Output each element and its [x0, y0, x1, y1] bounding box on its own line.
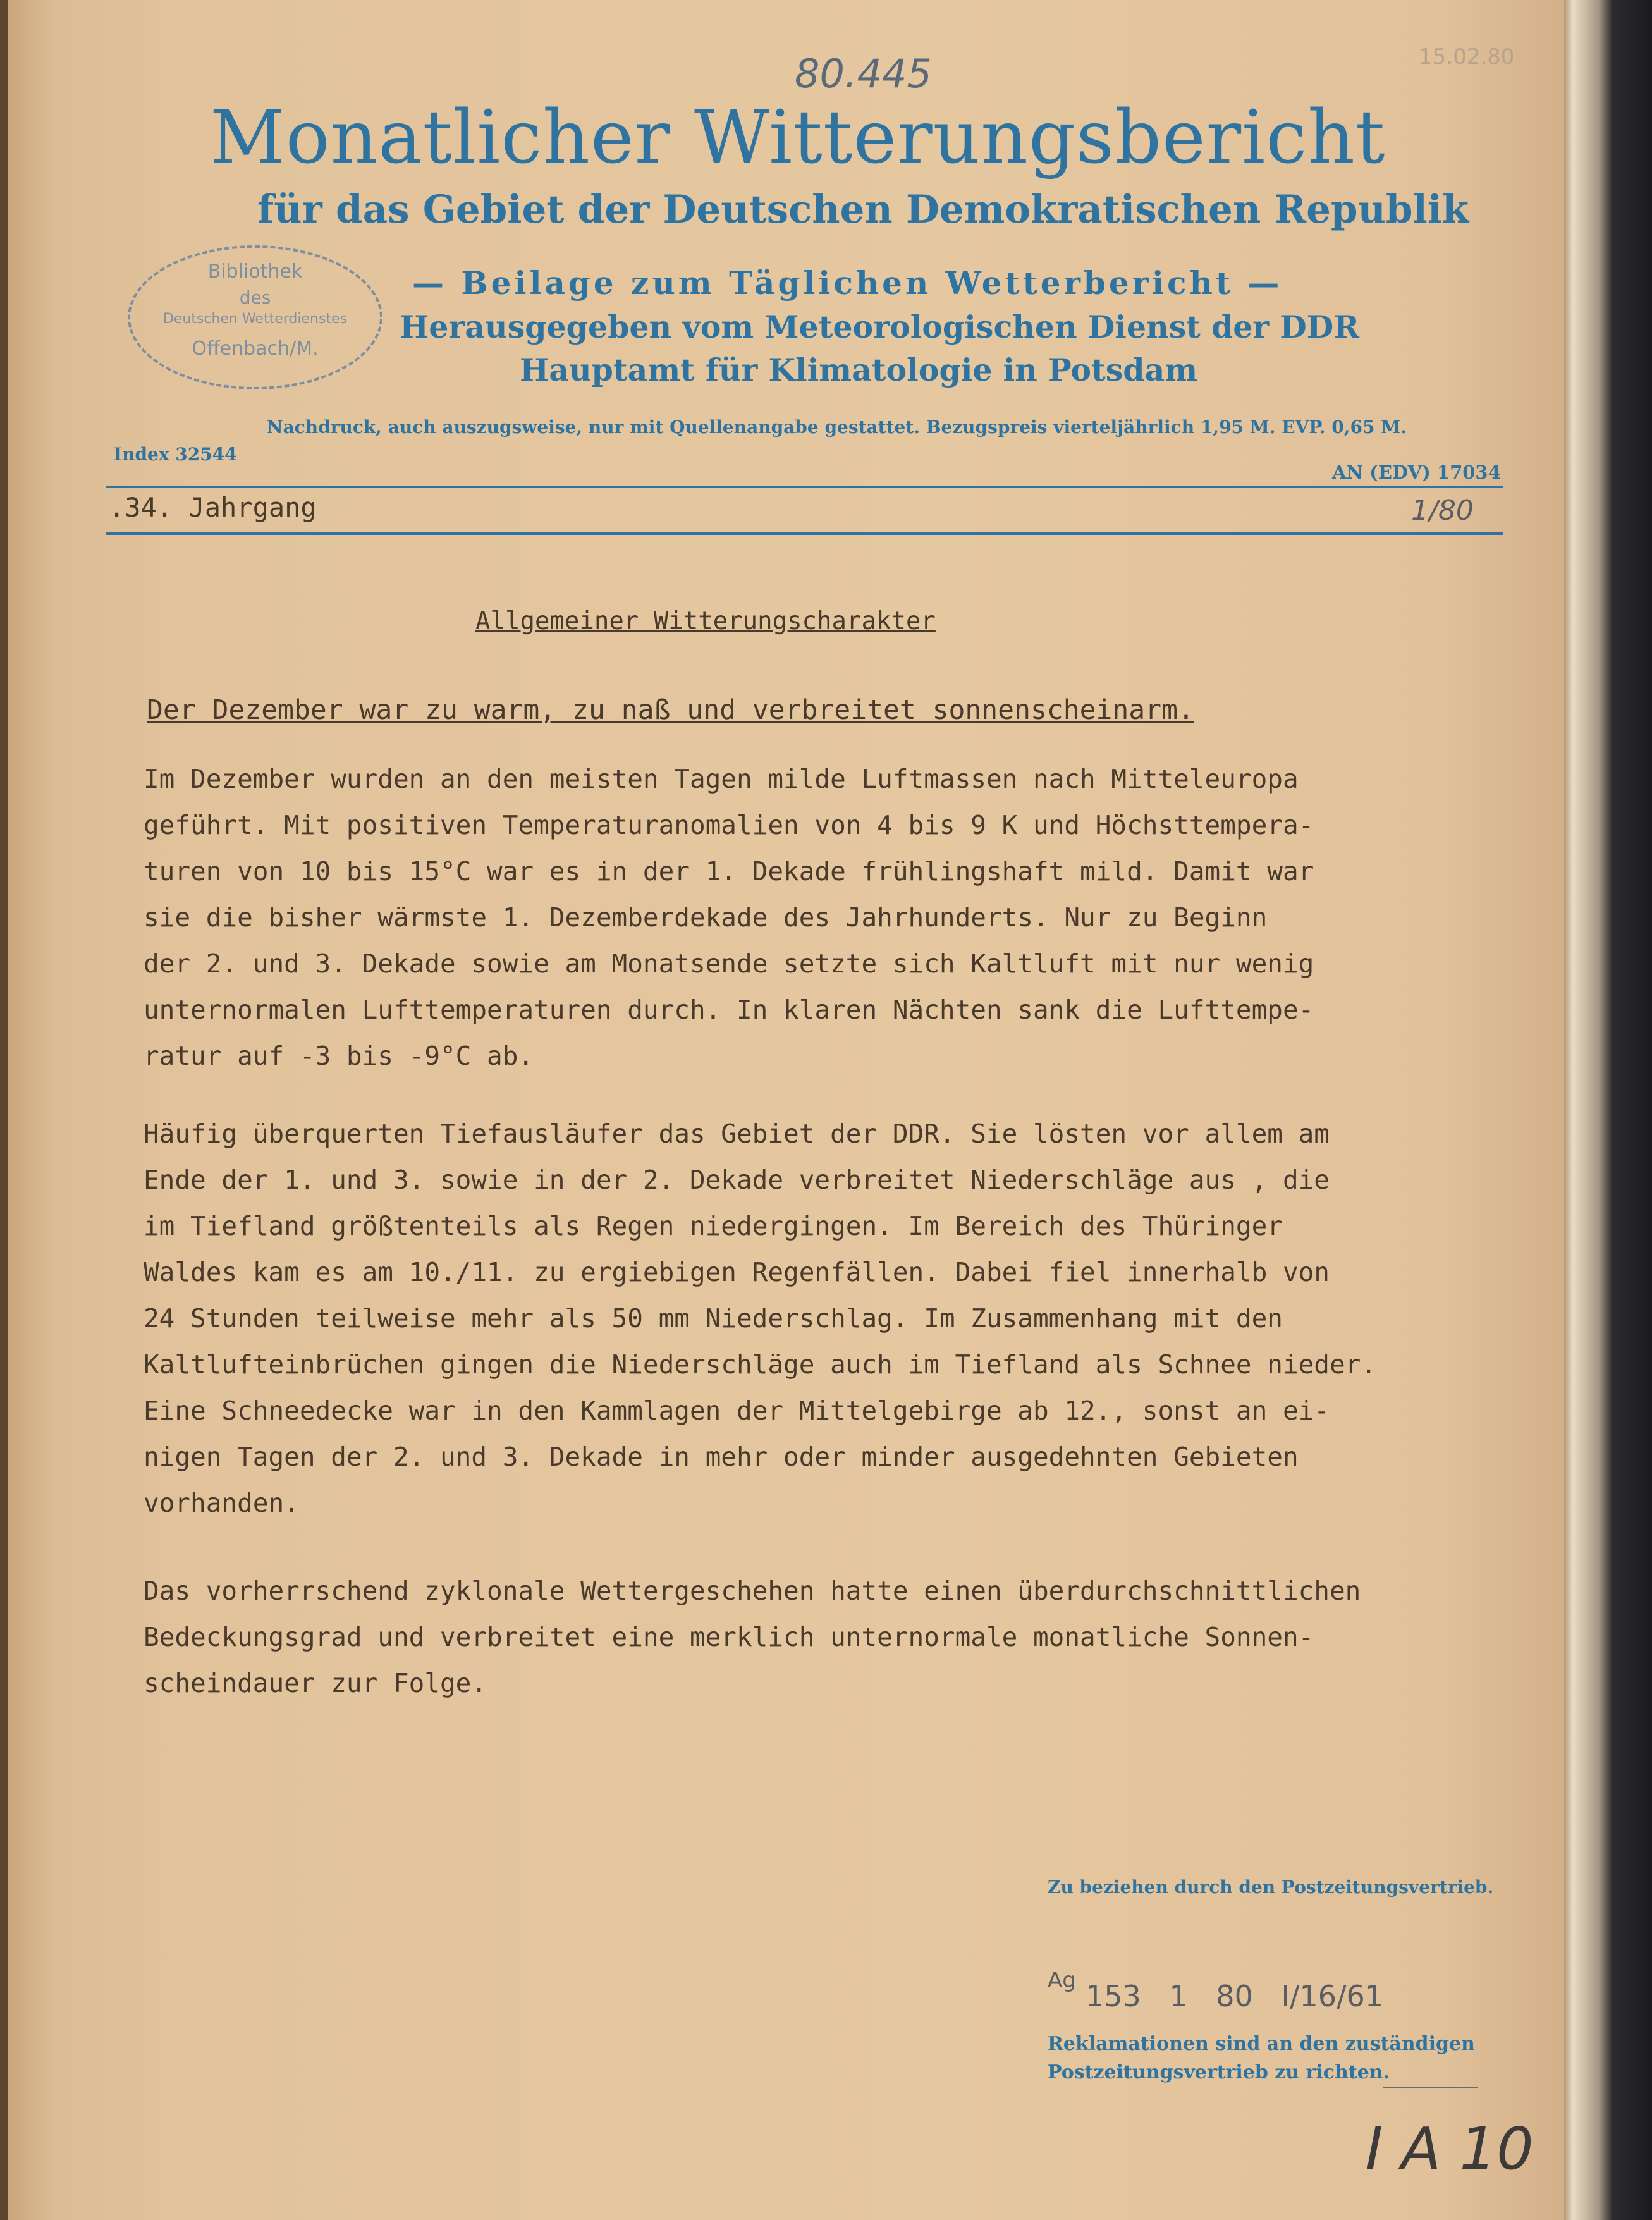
paragraph-sunshine: Das vorherrschend zyklonale Wettergeschehen hatte einen überdurchschnittlichen Bedeckungsgrad und verbreitet eine merklich unternormale monatliche Sonnen- scheindauer zur Folge.	[144, 1576, 1361, 1698]
library-stamp	[128, 245, 382, 389]
ag-label: Ag	[1048, 1968, 1076, 1993]
book-binding-edge	[1564, 0, 1652, 2220]
volume-label: .34. Jahrgang	[109, 492, 317, 523]
header-rule-bottom	[106, 532, 1503, 535]
stamp-line: Bibliothek	[207, 261, 303, 283]
summary-sentence: Der Dezember war zu warm, zu naß und verbreitet sonnenscheinarm.	[147, 694, 1194, 726]
reprint-notice: Nachdruck, auch auszugsweise, nur mit Quellenangabe gestattet. Bezugspreis vierteljährlich 1,95 M. EVP. 0,65 M.	[267, 417, 1407, 438]
handwritten-shelf-mark: I A 10	[1366, 2115, 1534, 2183]
stamp-line: des	[239, 287, 271, 308]
ag-numbers: 153 1 80 I/16/61	[1086, 1979, 1384, 2013]
stamp-line: Offenbach/M.	[192, 338, 319, 360]
paragraph-precipitation: Häufig überquerten Tiefausläufer das Gebiet der DDR. Sie lösten vor allem am Ende der 1. und 3. sowie in der 2. Dekade verbreitet Niederschläge aus , die im Tiefland größtenteils als Regen niedergingen. Im Bereich des Thüringer Waldes kam es am 10./11. zu ergiebigen Regenfällen. Dabei fiel innerhalb von 24 Stunden teilweise mehr als 50 mm Niederschlag. Im Zusammenhang mit den Kaltlufteinbrüchen gingen die Niederschläge auch im Tiefland als Schnee nieder. Eine Schneedecke war in den Kammlagen der Mittelgebirge ab 12., sonst an ei- nigen Tagen der 2. und 3. Dekade in mehr oder minder ausgedehnten Gebieten vorhanden.	[144, 1119, 1377, 1518]
issue-number: 1/80	[1411, 494, 1474, 527]
footer-dash	[1383, 2087, 1478, 2088]
section-heading: Allgemeiner Witterungscharakter	[475, 607, 936, 635]
index-number: Index 32544	[114, 444, 237, 465]
header-rule-top	[106, 486, 1503, 488]
edv-number: AN (EDV) 17034	[1332, 462, 1501, 483]
publisher-line: Herausgegeben vom Meteorologischen Dienst der DDR	[400, 309, 1359, 345]
supplement-line: — Beilage zum Täglichen Wetterbericht —	[412, 264, 1283, 302]
distribution-note: Zu beziehen durch den Postzeitungsvertrieb.	[1048, 1877, 1494, 1898]
masthead-title: Monatlicher Witterungsbericht	[210, 95, 1386, 180]
complaint-note-line: Postzeitungsvertrieb zu richten.	[1048, 2061, 1390, 2083]
masthead-subtitle: für das Gebiet der Deutschen Demokratischen Republik	[257, 187, 1469, 232]
handwritten-accession-number: 80.445	[795, 51, 932, 97]
paragraph-temperature: Im Dezember wurden an den meisten Tagen milde Luftmassen nach Mitteleuropa geführt. Mit positiven Temperaturanomalien von 4 bis 9 K und Höchsttempera- turen von 10 bis 15°C war es in der 1. Dekade frühlingshaft mild. Damit war sie die bisher wärmste 1. Dezemberdekade des Jahrhunderts. Nur zu Beginn der 2. und 3. Dekade sowie am Monatsende setzte sich Kaltluft mit nur wenig unternormalen Lufttemperaturen durch. In klaren Nächten sank die Lufttempe- ratur auf -3 bis -9°C ab.	[144, 764, 1314, 1071]
stamp-line: Deutschen Wetterdienstes	[162, 311, 348, 327]
document-page	[8, 0, 1564, 2220]
office-line: Hauptamt für Klimatologie in Potsdam	[520, 352, 1198, 388]
stamped-date: 15.02.80	[1419, 44, 1515, 70]
complaint-note-line: Reklamationen sind an den zuständigen	[1048, 2033, 1475, 2055]
